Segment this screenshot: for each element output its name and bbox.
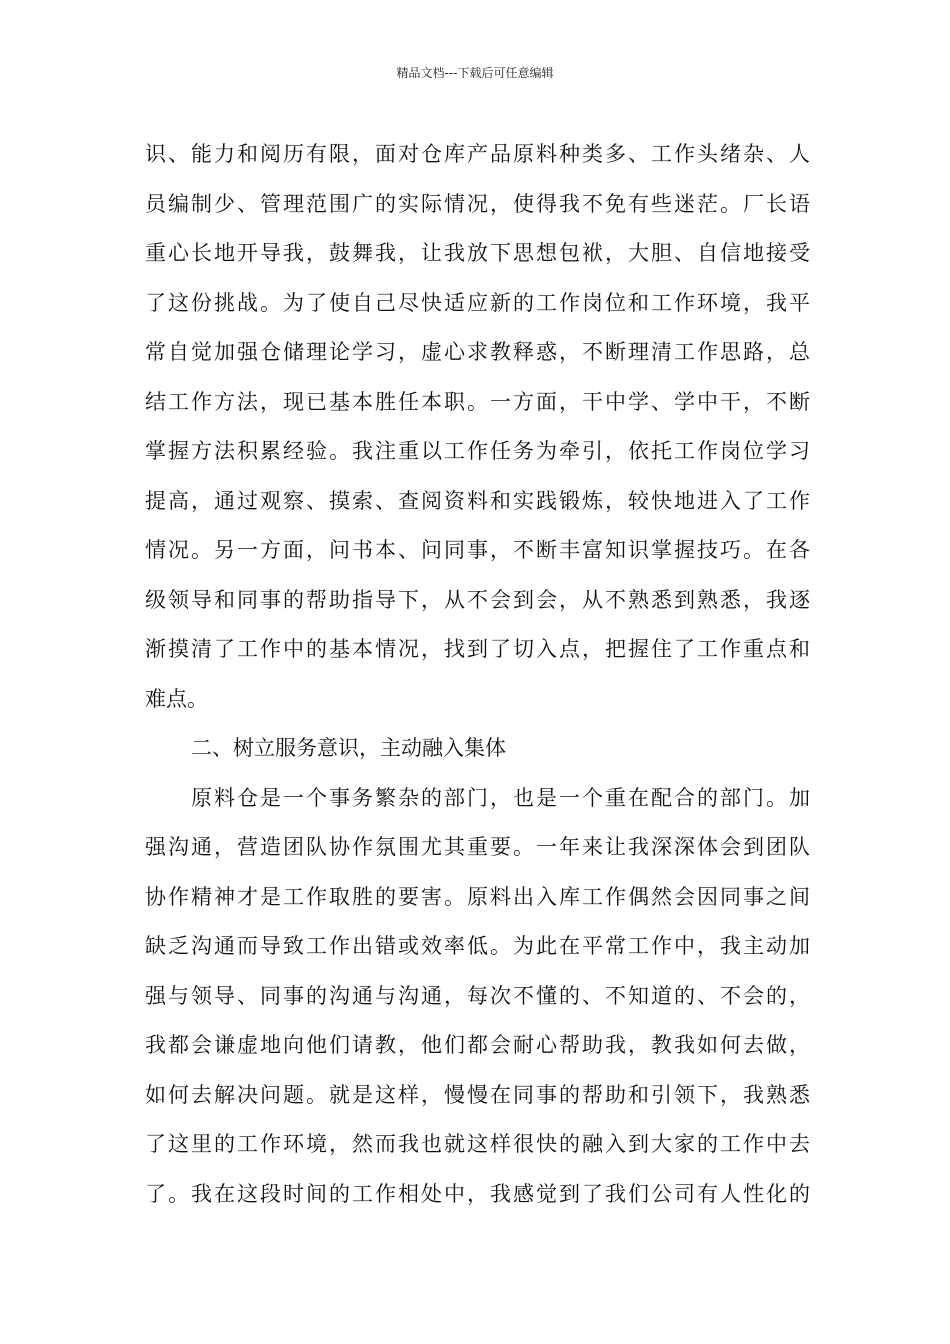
- text-line: 员编制少、管理范围广的实际情况，使得我不免有些迷茫。厂长语: [145, 191, 810, 216]
- text-line: 强沟通，营造团队协作氛围尤其重要。一年来让我深深体会到团队: [145, 835, 810, 859]
- text-line: 渐摸清了工作中的基本情况，找到了切入点，把握住了工作重点和: [145, 637, 810, 661]
- page-header: 精品文档---下载后可任意编辑: [396, 66, 554, 80]
- text-line: 结工作方法，现已基本胜任本职。一方面，干中学、学中干，不断: [145, 389, 810, 414]
- text-line: 难点。: [145, 686, 208, 711]
- document-body: [145, 130, 810, 1219]
- text-line: 缺乏沟通而导致工作出错或效率低。为此在平常工作中，我主动加: [145, 934, 810, 958]
- text-line: 重心长地开导我，鼓舞我，让我放下思想包袱，大胆、自信地接受: [145, 241, 810, 265]
- text-line: 提高，通过观察、摸索、查阅资料和实践锻炼，较快地进入了工作: [145, 488, 810, 513]
- text-line: 情况。另一方面，问书本、问同事，不断丰富知识掌握技巧。在各: [145, 538, 810, 562]
- text-line: 识、能力和阅历有限，面对仓库产品原料种类多、工作头绪杂、人: [145, 142, 810, 166]
- text-line: 常自觉加强仓储理论学习，虚心求教释惑，不断理清工作思路，总: [145, 340, 810, 364]
- text-line: 我都会谦虚地向他们请教，他们都会耐心帮助我，教我如何去做，: [145, 1033, 810, 1057]
- text-line: 级领导和同事的帮助指导下，从不会到会，从不熟悉到熟悉，我逐: [145, 587, 810, 612]
- section-heading: 二、树立服务意识，主动融入集体: [191, 736, 506, 760]
- text-line: 强与领导、同事的沟通与沟通，每次不懂的、不知道的、不会的，: [145, 983, 810, 1008]
- text-line: 了这里的工作环境，然而我也就这样很快的融入到大家的工作中去: [145, 1132, 810, 1156]
- text-line: 如何去解决问题。就是这样，慢慢在同事的帮助和引领下，我熟悉: [145, 1082, 810, 1107]
- text-line: 掌握方法积累经验。我注重以工作任务为牵引，依托工作岗位学习: [145, 439, 810, 463]
- text-line: 了这份挑战。为了使自己尽快适应新的工作岗位和工作环境，我平: [145, 290, 810, 315]
- text-line: 协作精神才是工作取胜的要害。原料出入库工作偶然会因同事之间: [145, 884, 810, 909]
- text-line: 了。我在这段时间的工作相处中，我感觉到了我们公司有人性化的: [145, 1181, 810, 1206]
- text-line: 原料仓是一个事务繁杂的部门，也是一个重在配合的部门。加: [191, 785, 810, 810]
